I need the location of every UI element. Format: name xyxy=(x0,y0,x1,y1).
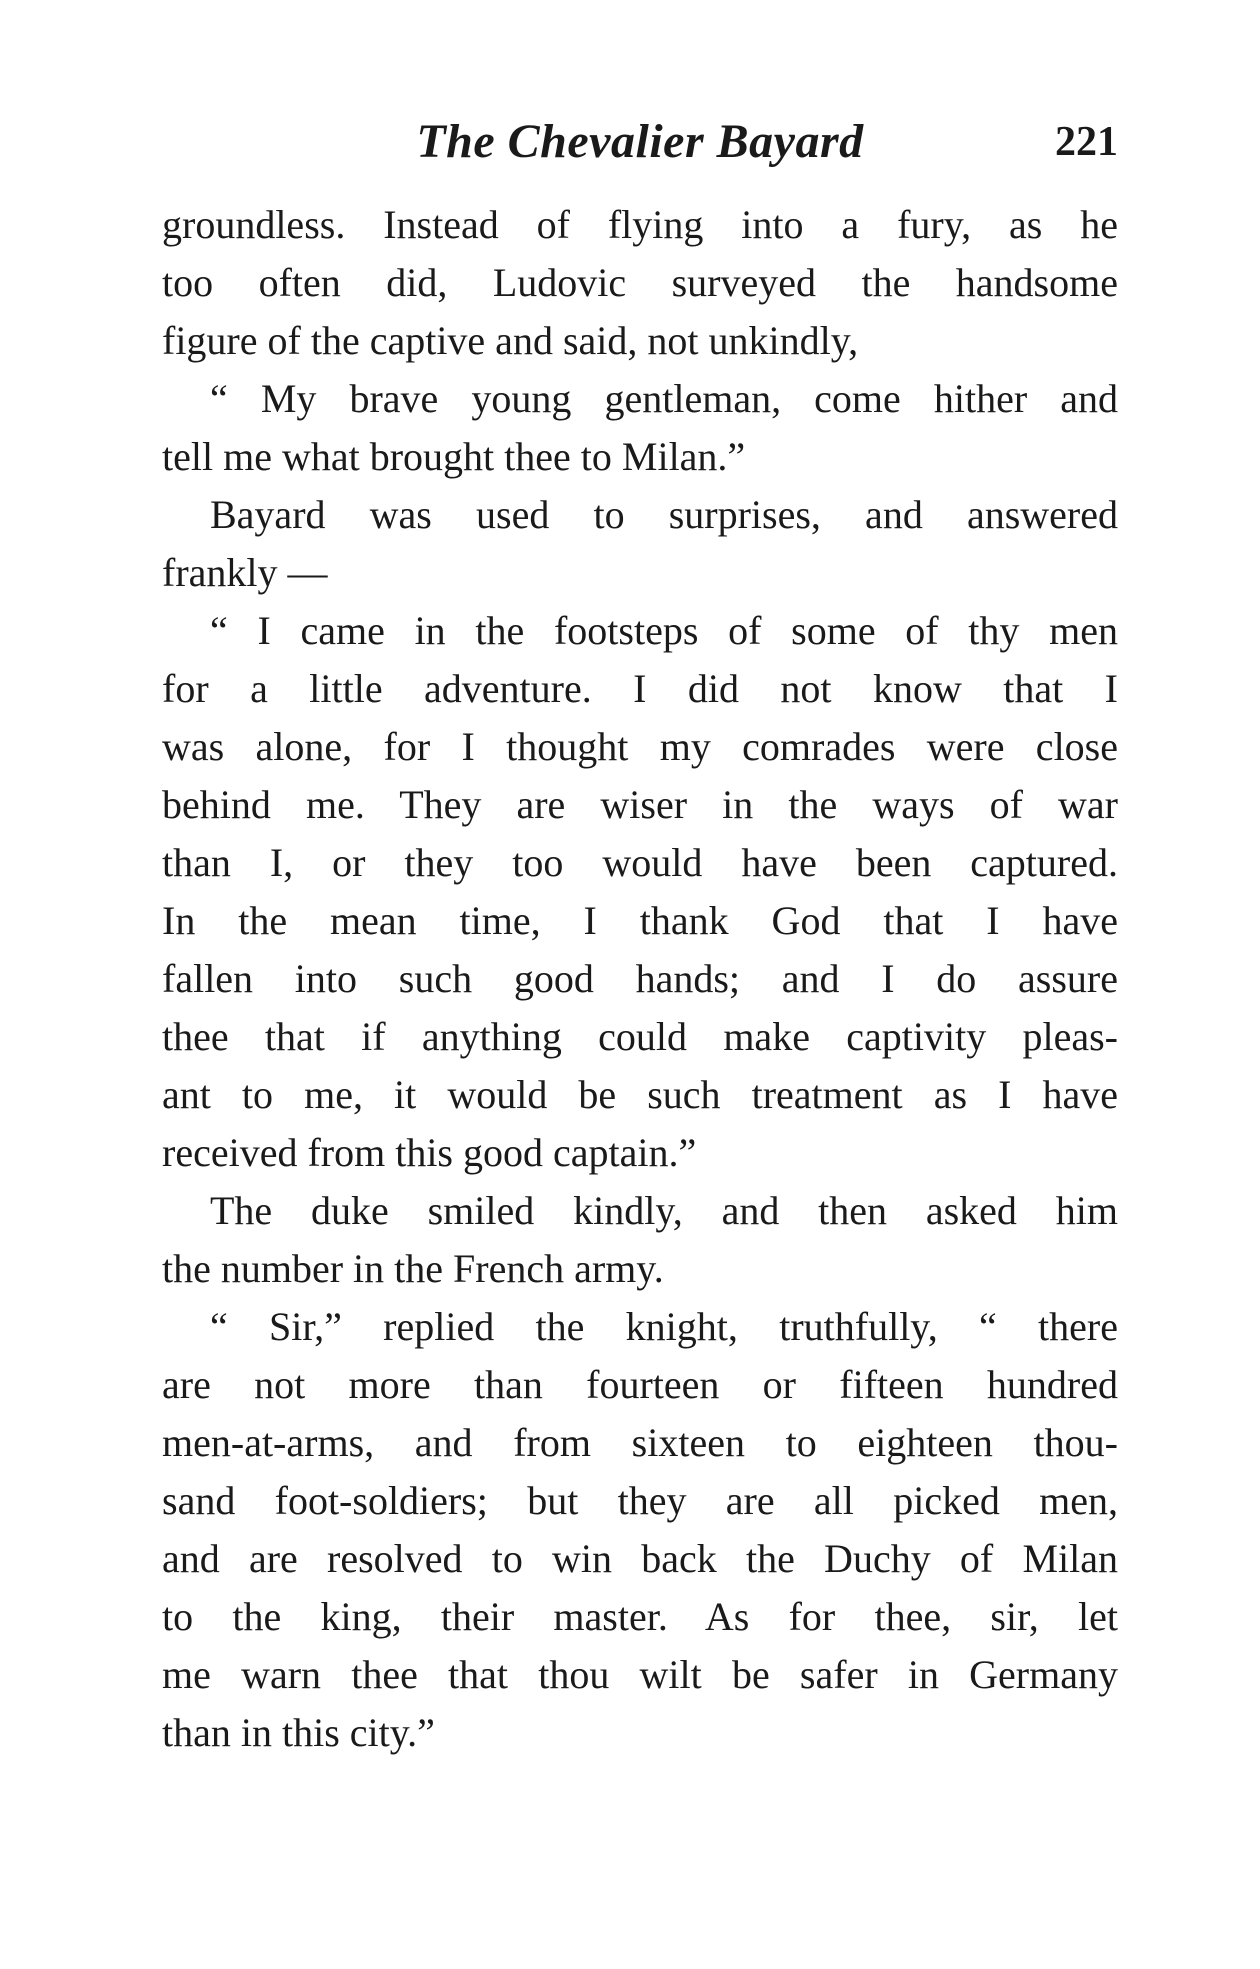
text-line: than in this city.” xyxy=(162,1710,435,1755)
text-line: too often did, Ludovic surveyed the handsome xyxy=(162,260,1118,305)
page-number: 221 xyxy=(1055,119,1118,165)
paragraph xyxy=(162,602,1118,1182)
text-line: to the king, their master. As for thee, sir, let xyxy=(162,1594,1118,1639)
text-line: “ I came in the footsteps of some of thy men xyxy=(210,608,1118,653)
text-line: are not more than fourteen or fifteen hundred xyxy=(162,1362,1118,1407)
body-text xyxy=(162,196,1118,1762)
text-line: fallen into such good hands; and I do assure xyxy=(162,956,1118,1001)
text-line: Bayard was used to surprises, and answered xyxy=(210,492,1118,537)
running-title: The Chevalier Bayard xyxy=(416,115,864,168)
text-line: In the mean time, I thank God that I have xyxy=(162,898,1118,943)
running-head xyxy=(162,112,1118,172)
text-line: than I, or they too would have been captured. xyxy=(162,840,1118,885)
text-line: frankly — xyxy=(162,550,328,595)
text-line: tell me what brought thee to Milan.” xyxy=(162,434,746,479)
text-line: the number in the French army. xyxy=(162,1246,664,1291)
text-line: sand foot-soldiers; but they are all picked men, xyxy=(162,1478,1118,1523)
paragraph xyxy=(162,1298,1118,1762)
paragraph xyxy=(162,196,1118,370)
text-line: men-at-arms, and from sixteen to eighteen thou- xyxy=(162,1420,1118,1465)
text-line: behind me. They are wiser in the ways of war xyxy=(162,782,1118,827)
paragraph xyxy=(162,486,1118,602)
text-line: “ Sir,” replied the knight, truthfully, “ there xyxy=(210,1304,1118,1349)
text-line: me warn thee that thou wilt be safer in Germany xyxy=(162,1652,1118,1697)
text-line: “ My brave young gentleman, come hither and xyxy=(210,376,1118,421)
text-line: was alone, for I thought my comrades were close xyxy=(162,724,1118,769)
text-line: thee that if anything could make captivity pleas- xyxy=(162,1014,1118,1059)
text-line: and are resolved to win back the Duchy of Milan xyxy=(162,1536,1118,1581)
text-line: for a little adventure. I did not know that I xyxy=(162,666,1118,711)
text-line: figure of the captive and said, not unkindly, xyxy=(162,318,859,363)
paragraph xyxy=(162,370,1118,486)
text-line: ant to me, it would be such treatment as I have xyxy=(162,1072,1118,1117)
paragraph xyxy=(162,1182,1118,1298)
text-line: The duke smiled kindly, and then asked him xyxy=(210,1188,1118,1233)
text-line: groundless. Instead of flying into a fury, as he xyxy=(162,202,1118,247)
text-line: received from this good captain.” xyxy=(162,1130,697,1175)
